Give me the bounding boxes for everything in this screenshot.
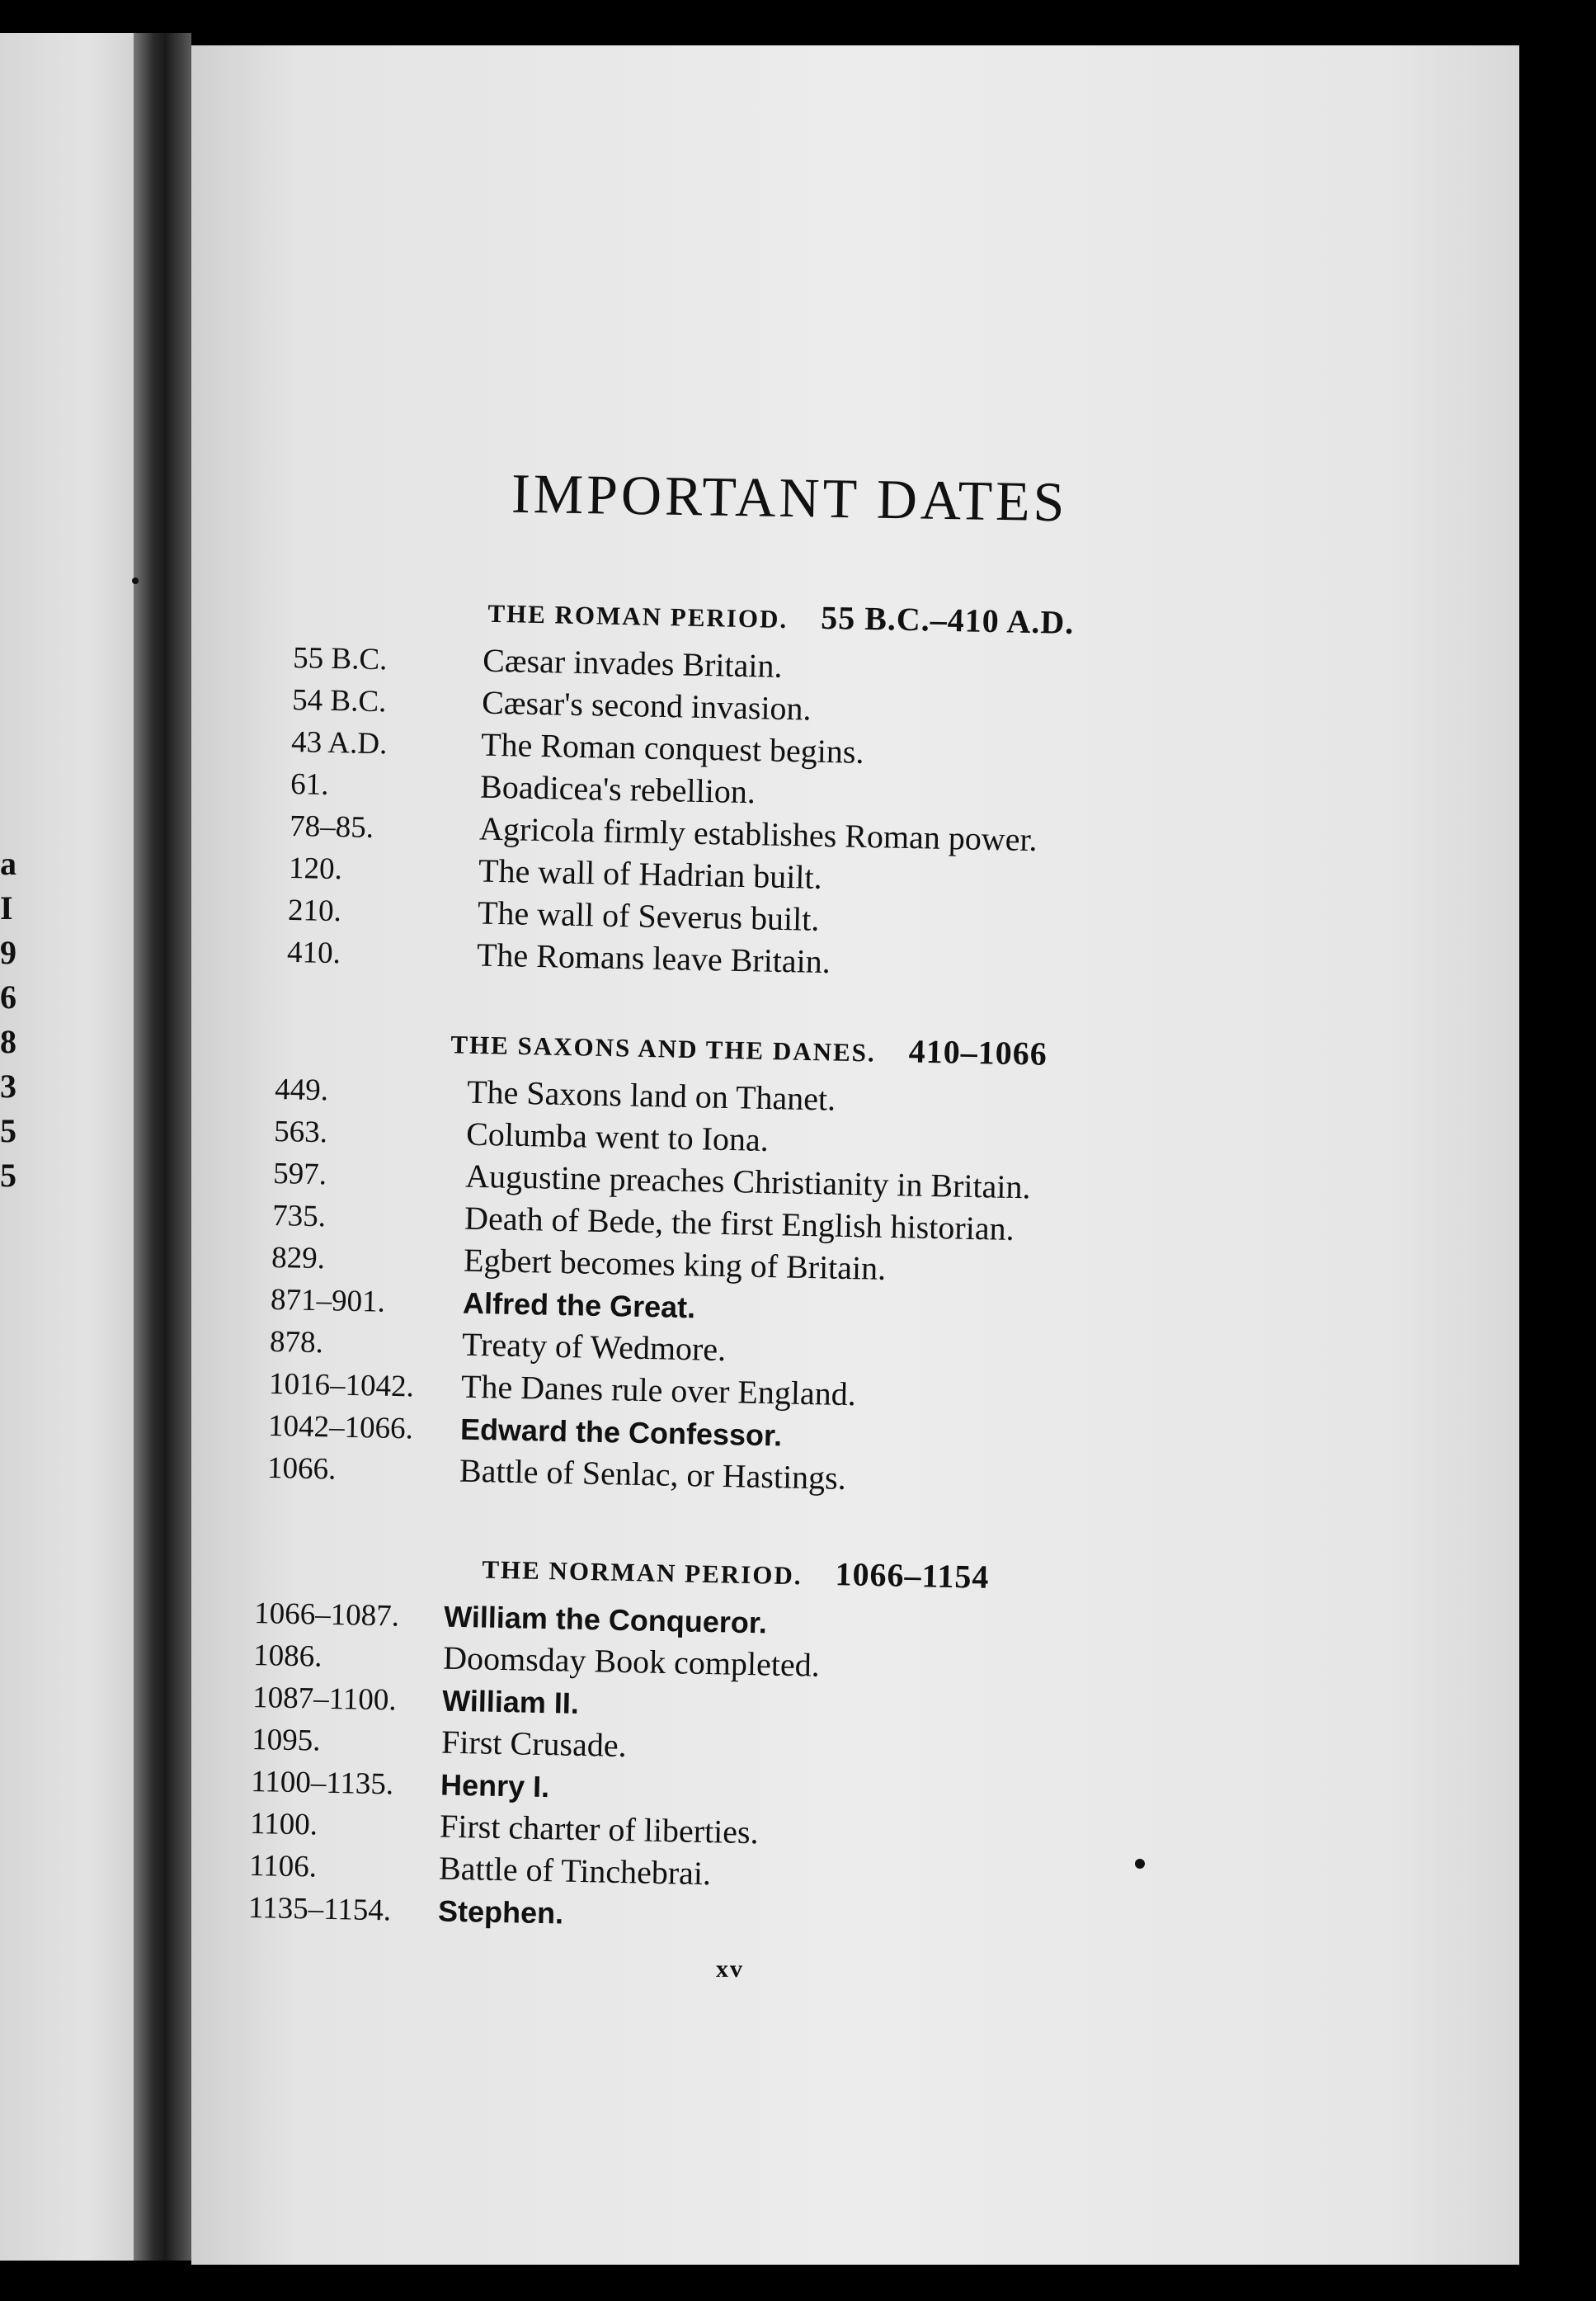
book-gutter: [134, 33, 191, 2261]
entry-date: 61.: [290, 766, 329, 802]
entry-date: 55 B.C.: [292, 640, 388, 677]
entry-event: Alfred the Great.: [462, 1285, 696, 1325]
margin-char: 6: [0, 978, 16, 1016]
section-heading-label: THE ROMAN PERIOD.: [487, 598, 789, 634]
date-entry: [253, 1592, 768, 1640]
entry-date: 1087–1100.: [252, 1680, 398, 1718]
entry-event: Augustine preaches Christianity in Britain.: [464, 1157, 1031, 1206]
margin-char: 3: [0, 1068, 16, 1105]
date-entry: [271, 1195, 1015, 1248]
date-entry: [249, 1803, 760, 1851]
margin-char: 8: [0, 1023, 16, 1060]
entry-date: 1100–1135.: [250, 1764, 394, 1802]
date-entry: [290, 763, 756, 811]
entry-date: 43 A.D.: [290, 724, 388, 761]
date-entry: [252, 1676, 580, 1720]
margin-char: 9: [0, 934, 16, 971]
date-entry: [273, 1110, 770, 1159]
date-entry: [247, 1887, 564, 1931]
date-entry: [268, 1363, 857, 1413]
margin-char: I: [0, 889, 13, 927]
date-entry: [267, 1405, 783, 1453]
entry-event: Boadicea's rebellion.: [479, 767, 756, 811]
margin-char: 5: [0, 1157, 16, 1194]
date-entry: [252, 1634, 821, 1684]
entry-date: 597.: [272, 1156, 327, 1192]
entry-event: Egbert becomes king of Britain.: [463, 1241, 887, 1287]
entry-event: Battle of Tinchebrai.: [438, 1849, 712, 1893]
entry-date: 449.: [274, 1072, 329, 1108]
entry-date: 78–85.: [289, 809, 374, 845]
entry-event: Agricola firmly establishes Roman power.: [478, 809, 1038, 859]
date-entry: [269, 1321, 727, 1369]
entry-date: 735.: [271, 1198, 327, 1234]
entry-date: 1016–1042.: [268, 1366, 415, 1404]
entry-date: 120.: [288, 851, 343, 887]
entry-event: Cæsar invades Britain.: [482, 641, 783, 685]
ink-speck: [132, 578, 139, 584]
date-entry: [250, 1761, 550, 1804]
entry-event: The Saxons land on Thanet.: [466, 1073, 836, 1118]
entry-event: Battle of Senlac, or Hastings.: [459, 1451, 847, 1497]
entry-event: The Roman conquest begins.: [480, 725, 864, 771]
entry-event: Death of Bede, the first English historian.: [464, 1199, 1015, 1248]
entry-date: 1066.: [266, 1450, 337, 1487]
date-entry: [287, 889, 820, 938]
margin-char: a: [0, 845, 16, 882]
entry-event: Cæsar's second invasion.: [481, 683, 812, 728]
date-entry: [286, 931, 831, 981]
section-date-range: 410–1066: [908, 1032, 1048, 1073]
entry-date: 871–901.: [270, 1282, 386, 1319]
book-page: [191, 45, 1519, 2265]
entry-event: William the Conqueror.: [443, 1599, 768, 1640]
entry-date: 878.: [269, 1324, 324, 1360]
entry-event: Stephen.: [437, 1893, 564, 1931]
entry-event: Henry I.: [440, 1767, 550, 1804]
entry-date: 1095.: [251, 1722, 321, 1758]
ink-speck: [1135, 1859, 1145, 1869]
section-date-range: 55 B.C.–410 A.D.: [820, 598, 1075, 641]
section-heading-label: THE NORMAN PERIOD.: [482, 1554, 803, 1591]
entry-event: Edward the Confessor.: [459, 1412, 783, 1453]
date-entry: [272, 1153, 1031, 1206]
entry-date: 1100.: [249, 1806, 318, 1842]
entry-date: 1066–1087.: [253, 1596, 400, 1634]
entry-event: The wall of Severus built.: [477, 894, 820, 938]
entry-date: 410.: [286, 935, 341, 971]
entry-date: 1042–1066.: [267, 1408, 414, 1446]
entry-event: The Danes rule over England.: [460, 1367, 857, 1413]
entry-event: Treaty of Wedmore.: [461, 1325, 727, 1369]
entry-date: 210.: [287, 893, 342, 929]
date-entry: [248, 1845, 712, 1893]
date-entry: [291, 679, 812, 728]
date-entry: [271, 1237, 887, 1287]
facing-page-margin-text: [0, 842, 33, 1198]
entry-date: 54 B.C.: [291, 682, 387, 719]
entry-date: 1086.: [252, 1638, 322, 1674]
entry-date: 563.: [273, 1114, 328, 1150]
page-title: IMPORTANT DATES: [511, 461, 1069, 534]
entry-event: The wall of Hadrian built.: [478, 851, 823, 896]
entry-event: First charter of liberties.: [439, 1807, 760, 1851]
entry-event: The Romans leave Britain.: [476, 936, 831, 981]
entry-event: William II.: [441, 1683, 580, 1720]
date-entry: [288, 847, 823, 896]
page-number: xv: [716, 1955, 744, 1983]
margin-char: 5: [0, 1112, 16, 1149]
entry-date: 1135–1154.: [247, 1890, 392, 1928]
entry-date: 1106.: [248, 1848, 318, 1884]
section-heading-label: THE SAXONS AND THE DANES.: [450, 1030, 877, 1068]
entry-event: First Crusade.: [440, 1723, 628, 1765]
date-entry: [290, 721, 864, 771]
entry-event: Columba went to Iona.: [465, 1115, 770, 1159]
section-date-range: 1066–1154: [835, 1555, 990, 1596]
date-entry: [266, 1447, 847, 1497]
date-entry: [292, 637, 783, 685]
entry-date: 829.: [271, 1240, 326, 1276]
entry-event: Doomsday Book completed.: [442, 1639, 821, 1684]
